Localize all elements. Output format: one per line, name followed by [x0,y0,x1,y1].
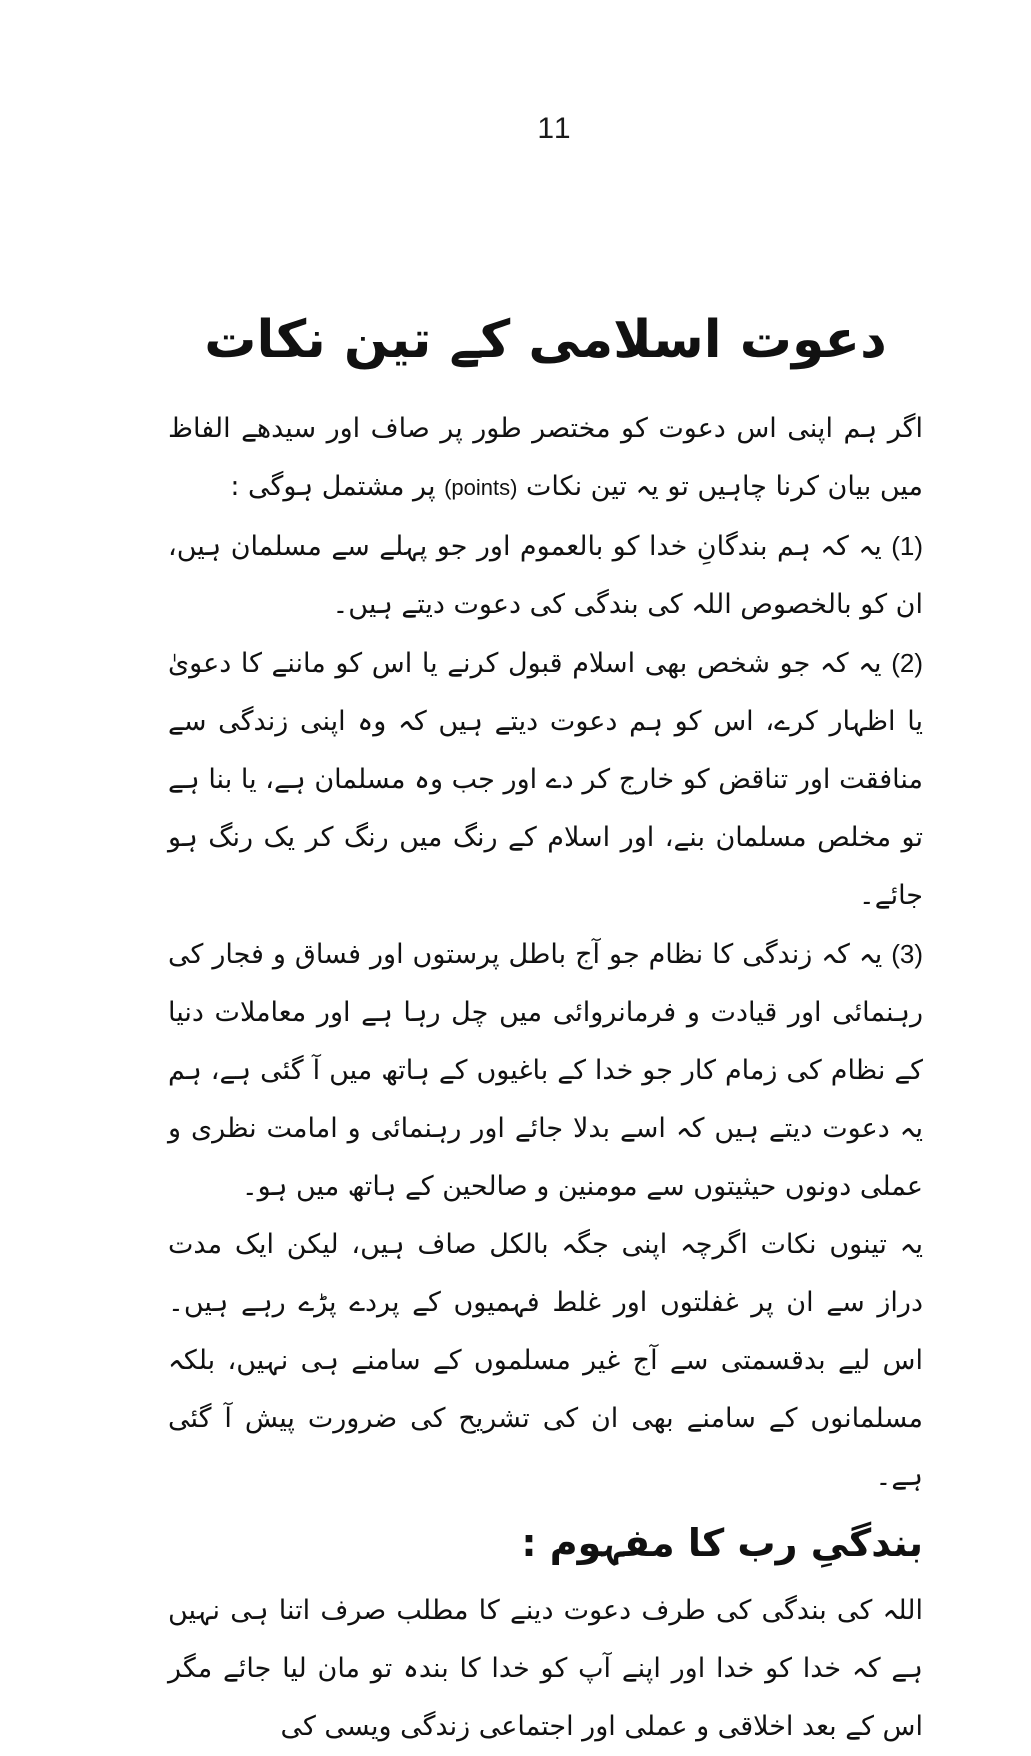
intro-paragraph [168,400,923,517]
chapter-title: دعوت اسلامی کے تین نکات [204,310,887,370]
intro-text-end: پر مشتمل ہوگی : [230,471,436,502]
point-paragraph [168,517,923,634]
point-text: یہ کہ ہم بندگانِ خدا کو بالعموم اور جو پہلے سے مسلمان ہیں، ان کو بالخصوص اللہ کی بندگی کی دعوت دیتے ہیں۔ [168,531,923,620]
section-paragraph: اللہ کی بندگی کی طرف دعوت دینے کا مطلب صرف اتنا ہی نہیں ہے کہ خدا کو خدا اور اپنے آپ کو خدا کا بندہ تو مان لیا جائے مگر اس کے بعد اخلاقی و عملی اور اجتماعی زندگی ویسی کی [168,1595,923,1742]
point-number: (2) [891,648,923,678]
point-text: یہ کہ زندگی کا نظام جو آج باطل پرستوں اور فساق و فجار کی رہنمائی اور قیادت و فرمانروائی میں چل رہا ہے اور معاملات دنیا کے نظام کی زمام کار جو خدا کے باغیوں کے ہاتھ میں آ گئی ہے، ہم یہ دعوت دیتے ہیں کہ اسے بدلا جائے اور رہنمائی و امامت نظری و عملی دونوں حیثیتوں سے مومنین و صالحین کے ہاتھ میں ہو۔ [168,939,923,1202]
point-text: یہ کہ جو شخص بھی اسلام قبول کرنے یا اس کو ماننے کا دعویٰ یا اظہار کرے، اس کو ہم دعوت دیتے ہیں کہ وہ اپنی زندگی سے منافقت اور تناقض کو خارج کر دے اور جب وہ مسلمان ہے، یا بنا ہے تو مخلص مسلمان بنے، اور اسلام کے رنگ میں رنگ کر یک رنگ ہو جائے۔ [168,648,923,911]
point-paragraph [168,925,923,1216]
page-number: 11 [537,112,573,145]
point-paragraph [168,634,923,925]
page-content [168,300,923,1756]
intro-text-start: اگر ہم اپنی اس دعوت کو مختصر طور پر صاف اور سیدھے الفاظ میں بیان کرنا چاہیں تو یہ تین نکات [168,413,923,502]
closing-paragraph: یہ تینوں نکات اگرچہ اپنی جگہ بالکل صاف ہیں، لیکن ایک مدت دراز سے ان پر غفلتوں اور غلط فہمیوں کے پردے پڑے رہے ہیں۔ اس لیے بدقسمتی سے آج غیر مسلموں کے سامنے ہی نہیں، بلکہ مسلمانوں کے سامنے بھی ان کی تشریح کی ضرورت پیش آ گئی ہے۔ [168,1229,923,1492]
point-number: (1) [891,531,923,561]
point-number: (3) [891,939,923,969]
section-heading: بندگیِ رب کا مفہوم : [521,1521,923,1565]
intro-english-term: (points) [444,475,518,500]
